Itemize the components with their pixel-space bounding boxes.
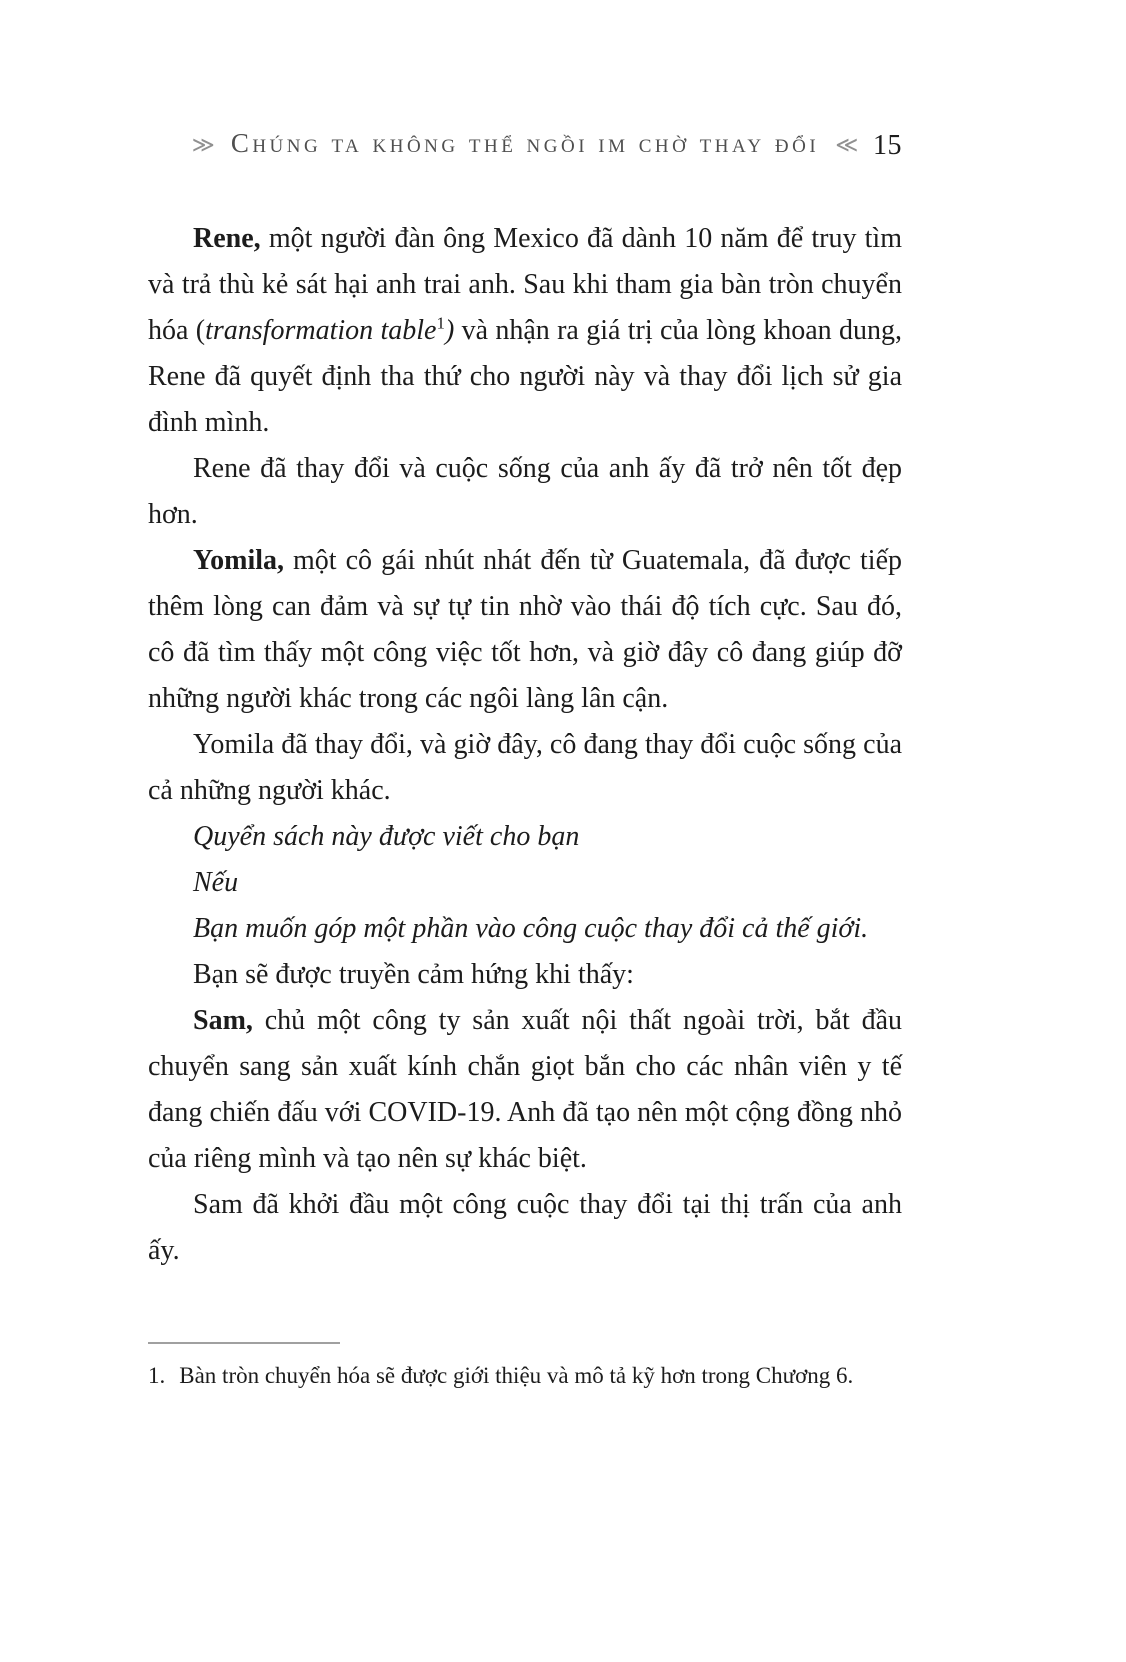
left-ornament-icon: ≫ xyxy=(191,132,215,157)
footnote-area xyxy=(148,1342,902,1392)
page-content xyxy=(148,128,902,1274)
footnote-marker: 1. xyxy=(148,1363,166,1388)
paragraph-dedication-line-1: Quyển sách này được viết cho bạn xyxy=(193,821,580,852)
term-transformation-table: transformation table xyxy=(205,315,437,346)
running-title: Chúng ta không thể ngồi im chờ thay đổi xyxy=(230,128,820,158)
text-run: một cô gái nhút nhát đến từ Guatemala, đã được tiếp thêm lòng can đảm và sự tự tin nhờ vào thái độ tích cực. Sau đó, cô đã tìm thấy một công việc tốt hơn, và giờ đây cô đang giúp đỡ những người khác trong các ngôi làng lân cận. xyxy=(148,545,902,714)
paragraph-sam-intro xyxy=(148,998,902,1182)
text-run: chủ một công ty sản xuất nội thất ngoài trời, bắt đầu chuyển sang sản xuất kính chắn giọt bắn cho các nhân viên y tế đang chiến đấu với COVID-19. Anh đã tạo nên một cộng đồng nhỏ của riêng mình và tạo nên sự khác biệt. xyxy=(148,1005,902,1174)
footnote-divider xyxy=(148,1342,340,1344)
paragraph-sam-result: Sam đã khởi đầu một công cuộc thay đổi tại thị trấn của anh ấy. xyxy=(148,1189,902,1266)
paragraph-dedication-line-2: Nếu xyxy=(193,867,239,898)
term-close-paren: ) xyxy=(444,315,455,346)
running-head xyxy=(148,128,902,166)
paragraph-rene-intro xyxy=(148,216,902,446)
footnote-reference-1: 1 xyxy=(436,313,445,333)
footnote-text xyxy=(148,1360,902,1392)
name-lead-sam: Sam, xyxy=(193,1005,253,1036)
paragraph-yomila-result: Yomila đã thay đổi, và giờ đây, cô đang thay đổi cuộc sống của cả những người khác. xyxy=(148,729,902,806)
paragraph-rene-result: Rene đã thay đổi và cuộc sống của anh ấy đã trở nên tốt đẹp hơn. xyxy=(148,453,902,530)
footnote-body: Bàn tròn chuyển hóa sẽ được giới thiệu và mô tả kỹ hơn trong Chương 6. xyxy=(179,1363,854,1388)
name-lead-yomila: Yomila, xyxy=(193,545,284,576)
page-body xyxy=(148,216,902,1274)
name-lead-rene: Rene, xyxy=(193,223,261,254)
page-number: 15 xyxy=(873,130,902,161)
right-ornament-icon: ≪ xyxy=(835,132,859,157)
running-head-group xyxy=(192,128,858,159)
paragraph-inspired-lead-in: Bạn sẽ được truyền cảm hứng khi thấy: xyxy=(193,959,634,990)
paragraph-yomila-intro xyxy=(148,538,902,722)
text-run: một người đàn ông Mexico đã dành 10 năm để truy tìm và trả thù kẻ sát hại anh trai anh. Sau khi tham gia bàn tròn chuyển hóa ( xyxy=(148,223,902,346)
text-run: và nhận ra giá trị của lòng khoan dung, Rene đã quyết định tha thứ cho người này và thay đổi lịch sử gia đình mình. xyxy=(148,315,902,438)
paragraph-dedication-line-3: Bạn muốn góp một phần vào công cuộc thay đổi cả thế giới. xyxy=(193,913,869,944)
